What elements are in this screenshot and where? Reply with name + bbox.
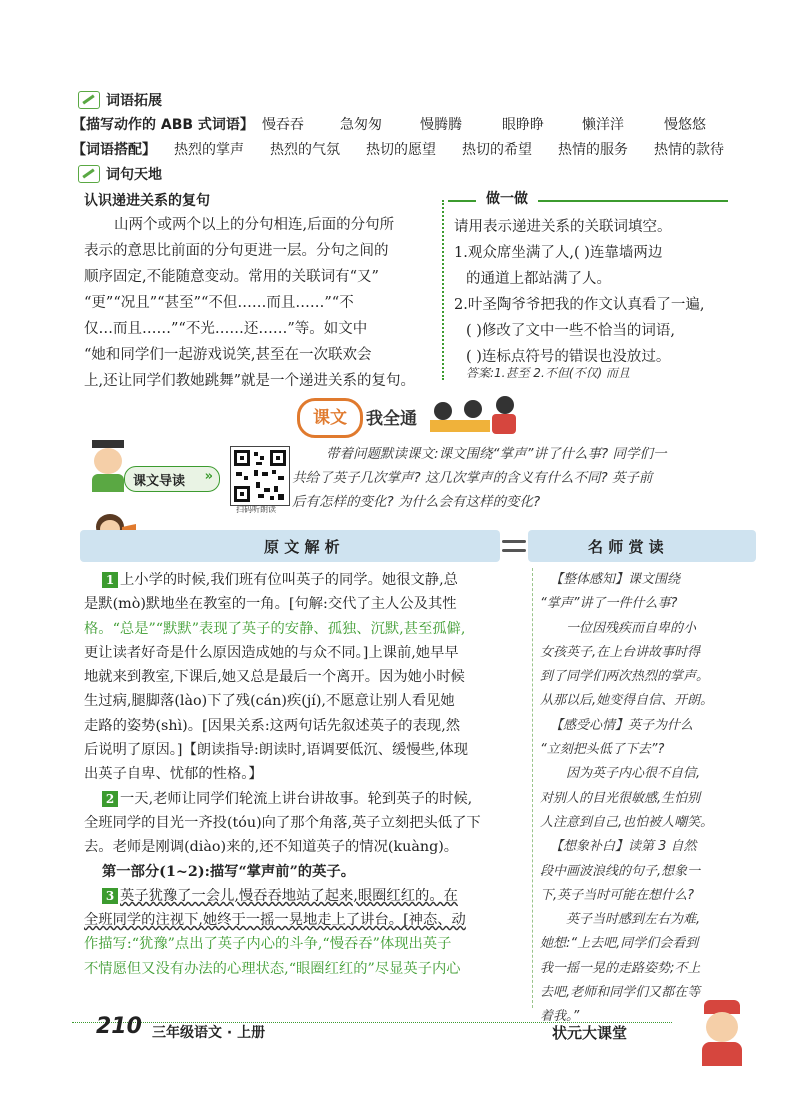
- double-chevron-icon: »: [204, 469, 213, 484]
- abb-word: 慢腾腾: [420, 117, 462, 133]
- collocation-item: 热切的愿望: [366, 142, 436, 158]
- paragraph-line: 全班同学的注视下,她终于一摇一晃地走上了讲台。[神态、动: [84, 912, 466, 929]
- collocation-item: 热切的希望: [462, 142, 532, 158]
- paragraph-line: 作描写:“犹豫”点出了英子内心的斗争,“慢吞吞”体现出英子: [84, 936, 452, 953]
- scholar-mascot: [694, 1000, 750, 1070]
- collocation-item: 热情的款待: [654, 142, 724, 158]
- abb-word: 急匆匆: [340, 117, 382, 133]
- paragraph-line: 走路的姿势(shì)。[因果关系:这两句话先叙述英子的表现,然: [84, 717, 461, 734]
- abb-word: 眼睁睁: [502, 117, 544, 133]
- paragraph-number: 3: [102, 888, 118, 904]
- abb-row: [72, 114, 762, 134]
- qr-code[interactable]: [230, 446, 290, 506]
- paragraph-line: 2 一天,老师让同学们轮流上讲台讲故事。轮到英子的时候,: [84, 787, 524, 811]
- abb-word: 懒洋洋: [582, 117, 624, 133]
- topic-body: 山两个或两个以上的分句相连,后面的分句所 表示的意思比前面的分句更进一层。分句之间的 顺序固定,不能随意变动。常用的关联词有“又” “更”“况且”“甚至”“不但……而且……”“不 仅…而且……”“不光……还……”等。如文中 “她和同学们一起游戏说笑,甚至在一次联欢会 上,还让同学们教她跳舞”就是一个递进关系的复句。: [84, 217, 416, 389]
- paragraph-line: 去。老师是刚调(diào)来的,还不知道英子的情况(kuàng)。: [84, 839, 459, 856]
- paragraph-line: 地就来到教室,下课后,她又总是最后一个离开。因为她小时候: [84, 669, 465, 686]
- vocab-section-header: [78, 90, 162, 110]
- paragraph-line: 是默(mò)默地坐在教室的一角。[句解:交代了主人公及其性: [84, 596, 457, 613]
- page-number: 210: [96, 1014, 142, 1039]
- paragraph-number: 2: [102, 791, 118, 807]
- column-divider: [532, 568, 533, 1008]
- paragraph-line: 出英子自卑、忧郁的性格。】: [84, 766, 263, 783]
- analysis-bar: [80, 530, 500, 562]
- paragraph-line: 1 上小学的时候,我们班有位叫英子的同学。她很文静,总: [84, 568, 524, 592]
- collocation-item: 热烈的气氛: [270, 142, 340, 158]
- exercise-body: 请用表示递进关系的关联词填空。 1.观众席坐满了人,( )连靠墙两边 的通道上都站满了人。 2.叶圣陶爷爷把我的作文认真看了一遍, ( )修改了文中一些不恰当的词语, ( )连标点符号的错误也没放过。: [454, 219, 705, 365]
- collocation-item: 热烈的掌声: [174, 142, 244, 158]
- lesson-title: 我全通: [366, 409, 417, 429]
- topic-title: 认识递进关系的复句: [84, 193, 210, 209]
- paragraph-line: 不情愿但又没有办法的心理状态,“眼圈红红的”尽显英子内心: [84, 960, 461, 977]
- pencil-icon: [78, 91, 100, 109]
- reading-bar: [528, 530, 756, 562]
- exercise-answer: 答案:1.甚至 2.不但(不仅) 而且: [466, 366, 630, 380]
- paragraph-line: 全班同学的目光一齐投(tóu)向了那个角落,英子立刻把头低了下: [84, 814, 481, 831]
- paragraph-line: 3 英子犹豫了一会儿,慢吞吞地站了起来,眼圈红红的。在: [84, 884, 524, 908]
- collocation-row: [72, 139, 772, 159]
- paragraph-line: 格。“总是”“默默”表现了英子的安静、孤独、沉默,甚至孤僻,: [84, 620, 466, 637]
- part-summary: 第一部分(1~2):描写“掌声前”的英子。: [102, 863, 355, 880]
- abb-word: 慢悠悠: [664, 117, 706, 133]
- paragraph-line: 后说明了原因。]【朗读指导:朗读时,语调要低沉、缓慢些,体现: [84, 742, 469, 759]
- clip-icon: [500, 532, 528, 560]
- sentence-header-label: 词句天地: [106, 167, 162, 183]
- column-divider: [442, 200, 444, 380]
- students-illustration: [430, 396, 522, 436]
- guide-text: 带着问题默读课文:课文围绕“掌声”讲了什么事? 同学们一 共给了英子几次掌声? 这几次掌声的含义有什么不同? 英子前 后有怎样的变化? 为什么会有这样的变化?: [292, 446, 667, 510]
- book-title: 三年级语文 · 上册: [152, 1025, 266, 1041]
- analysis-bar-label: 原 文 解 析: [264, 538, 340, 556]
- collocation-item: 热情的服务: [558, 142, 628, 158]
- collocation-label: 【词语搭配】: [72, 142, 156, 158]
- brand-name: 状元大课堂: [552, 1024, 628, 1042]
- main-text: [84, 568, 524, 981]
- sentence-section-header: [78, 164, 162, 184]
- vocab-header-label: 词语拓展: [106, 93, 162, 109]
- abb-word: 慢吞吞: [262, 117, 304, 133]
- guide-label-box: [124, 466, 220, 492]
- abb-label: 【描写动作的 ABB 式词语】: [72, 117, 254, 133]
- paragraph-number: 1: [102, 572, 118, 588]
- qr-caption: 扫码听朗读: [236, 505, 276, 514]
- side-notes: 【整体感知】课文围绕 “掌声”讲了一件什么事? 一位因残疾而自卑的小 女孩英子,在上台讲故事时得 到了同学们两次热烈的掌声。 从那以后,她变得自信、开朗。 【感受心情】英子为什么 “立刻把头低了下去”? 因为英子内心很不自信, 对别人的目光很敏感,生怕别 人注意到自己,也怕被人嘲笑。 【想象补白】读第 3 自然 段中画波浪线的句子,想象一 下,英子当时可能在想什么? 英子当时感到左右为难, 她想:“上去吧,同学们会看到 我一摇一晃的走路姿势;不上 去吧,老师和同学们又都在等 着我。”: [540, 572, 714, 1025]
- reading-bar-label: 名 师 赏 读: [588, 538, 664, 556]
- lesson-badge: 课文: [297, 398, 363, 438]
- pencil-icon: [78, 165, 100, 183]
- paragraph-line: 生过病,腿脚落(lào)下了残(cán)疾(jí),不愿意让别人看见她: [84, 693, 455, 710]
- paragraph-line: 更让读者好奇是什么原因造成她的与众不同。]上课前,她早早: [84, 644, 459, 661]
- exercise-title: 做一做: [476, 188, 538, 208]
- guide-label: 课文导读: [133, 474, 186, 489]
